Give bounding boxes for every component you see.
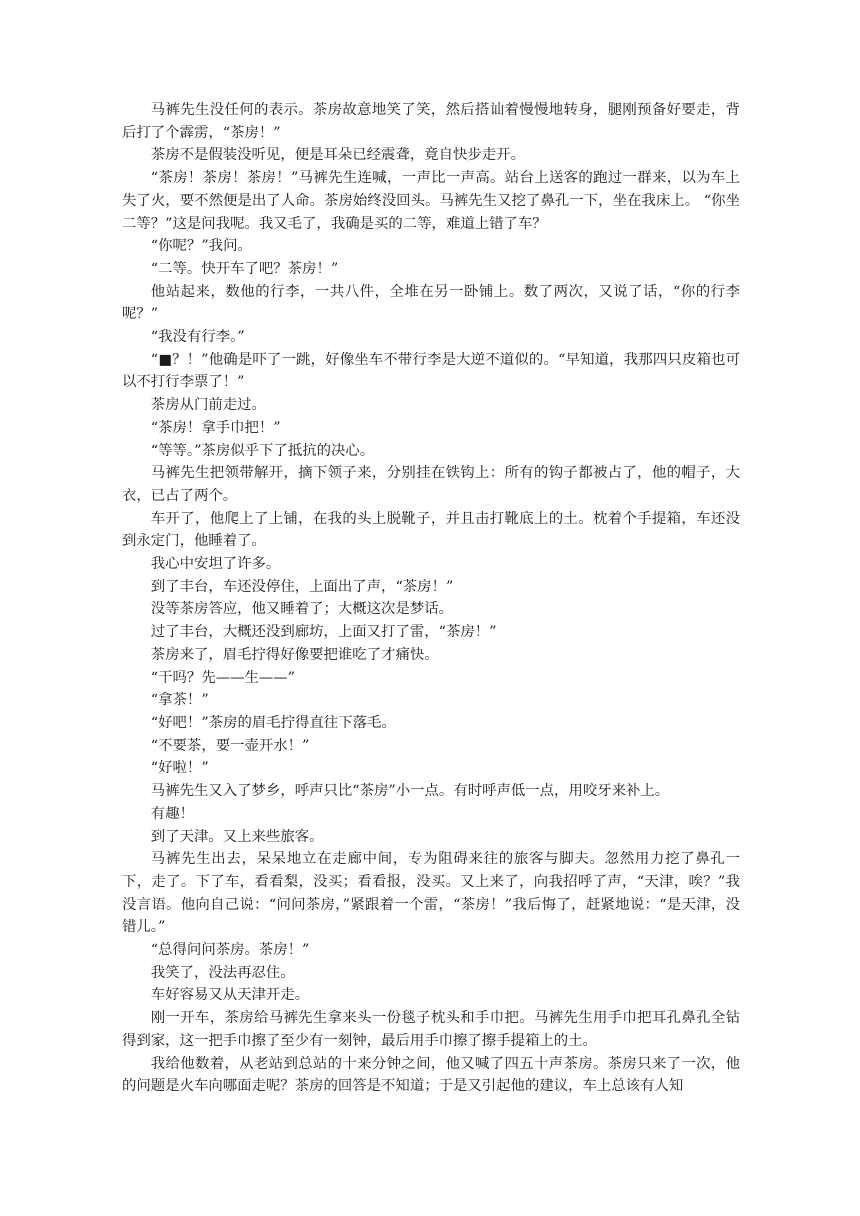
paragraph: “二等。快开车了吧？茶房！” — [150, 260, 339, 277]
paragraph: 车好容易又从天津开走。 — [150, 987, 310, 1004]
body-text — [122, 99, 740, 1098]
paragraph: 茶房不是假装没听见，便是耳朵已经震聋，竟自快步走开。 — [150, 147, 525, 164]
paragraph: 车开了，他爬上了上铺，在我的头上脱靴子，并且击打靴底上的土。枕着个手提箱，车还没到永定门，他睡着了。 — [122, 510, 740, 550]
paragraph: 到了丰台，车还没停住，上面出了声，“茶房！” — [150, 578, 454, 595]
paragraph: “好啦！” — [150, 760, 209, 777]
paragraph: 过了丰台，大概还没到廊坊，上面又打了雷，“茶房！” — [150, 624, 497, 641]
paragraph: 我笑了，没法再忍住。 — [150, 964, 295, 981]
paragraph: 马裤先生出去，呆呆地立在走廊中间，专为阻碍来往的旅客与脚夫。忽然用力挖了鼻孔一下，走了。下了车，看看梨，没买；看看报，没买。又上来了，向我招呼了声，“天津，唉？”我没言语。他向自己说：“问问茶房，”紧跟着一个雷，“茶房！”我后悔了，赶紧地说：“是天津，没错儿。” — [122, 851, 740, 936]
paragraph: “拿茶！” — [150, 692, 209, 709]
paragraph: “茶房！拿手巾把！” — [150, 419, 281, 436]
paragraph: “总得问问茶房。茶房！” — [150, 942, 310, 959]
paragraph: 茶房从门前走过。 — [150, 397, 266, 414]
paragraph: 有趣！ — [150, 805, 194, 822]
paragraph: 刚一开车，茶房给马裤先生拿来头一份毯子枕头和手巾把。马裤先生用手巾把耳孔鼻孔全钻得到家，这一把手巾擦了至少有一刻钟，最后用手巾擦了擦手提箱上的土。 — [122, 1010, 740, 1049]
paragraph: “好吧！”茶房的眉毛拧得直往下落毛。 — [150, 714, 396, 731]
paragraph: 马裤先生没任何的表示。茶房故意地笑了笑，然后搭讪着慢慢地转身，腿刚预备好要走，背后打了个霹雳，“茶房！” — [122, 102, 740, 141]
paragraph: “不要茶，要一壶开水！” — [150, 737, 310, 754]
paragraph: 到了天津。又上来些旅客。 — [150, 828, 324, 845]
paragraph: 我给他数着，从老站到总站的十来分钟之间，他又喊了四五十声茶房。茶房只来了一次，他的问题是火车向哪面走呢？茶房的回答是不知道；于是又引起他的建议，车上总该有人知 — [122, 1055, 740, 1095]
paragraph: 没等茶房答应，他又睡着了；大概这次是梦话。 — [150, 601, 454, 618]
paragraph: 我心中安坦了许多。 — [150, 556, 281, 573]
paragraph: 马裤先生又入了梦乡，呼声只比“茶房”小一点。有时呼声低一点，用咬牙来补上。 — [150, 783, 670, 800]
paragraph: 马裤先生把领带解开，摘下领子来，分别挂在铁钩上：所有的钩子都被占了，他的帽子，大衣，已占了两个。 — [122, 465, 740, 504]
paragraph: “干吗？先——生——” — [150, 669, 296, 686]
paragraph: “我没有行李。” — [150, 329, 245, 346]
paragraph: “■？！”他确是吓了一跳，好像坐车不带行李是大逆不道似的。“早知道，我那四只皮箱也可以不打行李票了！” — [122, 351, 740, 391]
paragraph: 茶房来了，眉毛拧得好像要把谁吃了才痛快。 — [150, 646, 439, 663]
paragraph: “茶房！茶房！茶房！”马裤先生连喊，一声比一声高。站台上送客的跑过一群来，以为车上失了火，要不然便是出了人命。茶房始终没回头。马裤先生又挖了鼻孔一下，坐在我床上。 “你坐二等？”这是问我呢。我又毛了，我确是买的二等，难道上错了车？ — [122, 170, 740, 232]
paragraph: “你呢？”我问。 — [150, 238, 252, 255]
paragraph: 他站起来，数他的行李，一共八件，全堆在另一卧铺上。数了两次，又说了话，“你的行李呢？” — [122, 283, 740, 323]
paragraph: “等等。”茶房似乎下了抵抗的决心。 — [150, 442, 375, 459]
